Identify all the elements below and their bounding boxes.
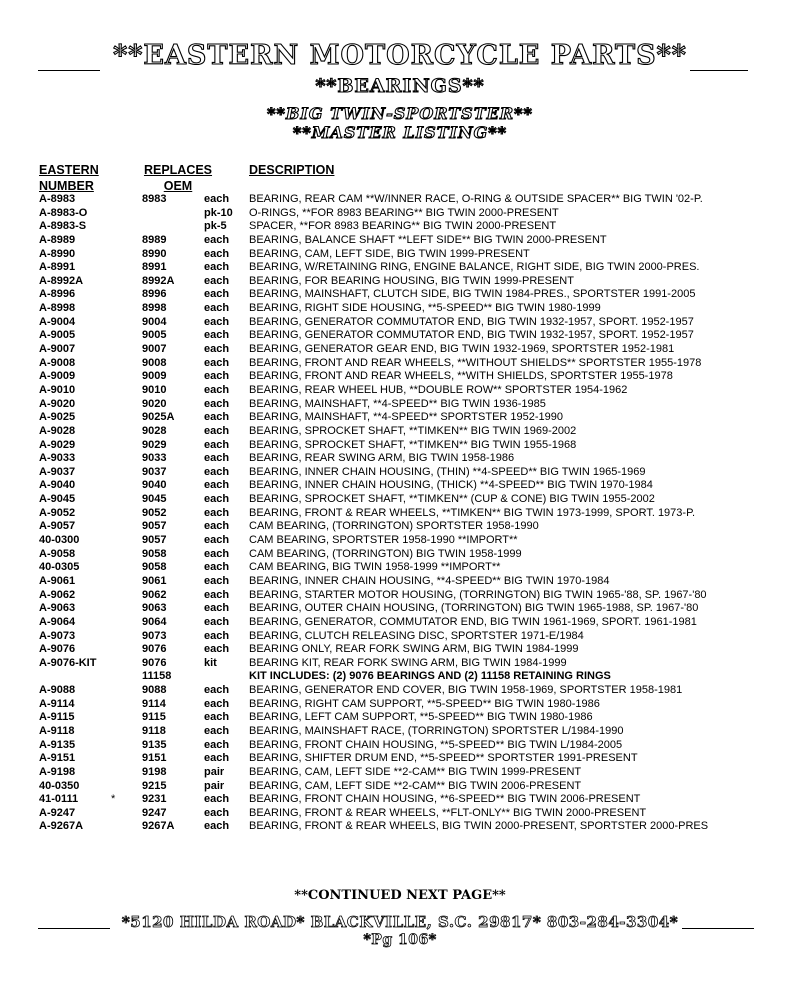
oem-number: 9004: [142, 315, 167, 328]
table-row: [0, 343, 800, 357]
table-row: [0, 602, 800, 616]
column-replaces-label: REPLACES: [143, 163, 213, 177]
unit: each: [204, 752, 230, 765]
column-description: [249, 162, 334, 178]
table-row: [0, 643, 800, 657]
oem-number: 9135: [142, 738, 167, 751]
description: BEARING, RIGHT SIDE HOUSING, **5-SPEED** BIG TWIN 1980-1999: [249, 302, 601, 315]
unit: each: [204, 574, 230, 587]
table-row: [0, 520, 800, 534]
part-number: 40-0305: [39, 561, 80, 574]
oem-number: 9247: [142, 806, 167, 819]
description: BEARING, BALANCE SHAFT **LEFT SIDE** BIG TWIN 2000-PRESENT: [249, 233, 607, 246]
oem-number: 9040: [142, 479, 167, 492]
unit: each: [204, 711, 230, 724]
unit: each: [204, 233, 230, 246]
description: BEARING, CLUTCH RELEASING DISC, SPORTSTER 1971-E/1984: [249, 629, 584, 642]
catalog-line-big-twin: **BIG TWIN-SPORTSTER**: [267, 104, 533, 123]
column-eastern-number: [39, 162, 99, 194]
description: BEARING, CAM, LEFT SIDE **2-CAM** BIG TWIN 1999-PRESENT: [249, 765, 582, 778]
table-row: [0, 507, 800, 521]
unit: each: [204, 193, 230, 205]
description: BEARING, STARTER MOTOR HOUSING, (TORRINGTON) BIG TWIN 1965-'88, SP. 1967-'80: [249, 588, 707, 601]
oem-number: 8996: [142, 288, 167, 301]
table-row: [0, 466, 800, 480]
unit: each: [204, 697, 230, 710]
oem-number: 9029: [142, 438, 167, 451]
table-row: [0, 479, 800, 493]
unit: each: [204, 465, 230, 478]
table-row: [0, 752, 800, 766]
table-row: [0, 439, 800, 453]
table-row: [0, 670, 800, 684]
oem-number: 9020: [142, 397, 167, 410]
table-row: [0, 384, 800, 398]
part-number: A-9076-KIT: [39, 656, 97, 669]
oem-number: 9215: [142, 779, 167, 792]
unit: each: [204, 383, 230, 396]
part-number: A-9115: [39, 711, 75, 724]
table-row: [0, 698, 800, 712]
part-number: A-8992A: [39, 274, 84, 287]
oem-number: 8998: [142, 302, 167, 315]
table-row: [0, 493, 800, 507]
unit: each: [204, 643, 230, 656]
oem-number: 9114: [142, 697, 166, 710]
oem-number: 9076: [142, 656, 167, 669]
description: BEARING, CAM, LEFT SIDE **2-CAM** BIG TWIN 2006-PRESENT: [249, 779, 582, 792]
unit: each: [204, 261, 230, 274]
oem-number: 9058: [142, 547, 167, 560]
oem-number: 9057: [142, 520, 167, 533]
oem-number: 9064: [142, 615, 167, 628]
description: BEARING, FRONT & REAR WHEELS, BIG TWIN 2000-PRESENT, SPORTSTER 2000-PRES: [249, 820, 709, 833]
oem-number: 8990: [142, 247, 167, 260]
description: BEARING ONLY, REAR FORK SWING ARM, BIG TWIN 1984-1999: [249, 643, 579, 656]
table-row: [0, 739, 800, 753]
oem-number: 9151: [142, 752, 167, 765]
column-replaces-oem: [142, 162, 214, 194]
unit: each: [204, 561, 230, 574]
part-number: A-9009: [39, 370, 76, 383]
part-number: A-8991: [39, 261, 76, 274]
unit: each: [204, 438, 230, 451]
description: BEARING, INNER CHAIN HOUSING, (THICK) **4-SPEED** BIG TWIN 1970-1984: [249, 479, 653, 492]
description: BEARING, GENERATOR, COMMUTATOR END, BIG TWIN 1961-1969, SPORT. 1961-1981: [249, 615, 697, 628]
description: BEARING, FRONT & REAR WHEELS, **FLT-ONLY** BIG TWIN 2000-PRESENT: [249, 806, 647, 819]
unit: each: [204, 411, 230, 424]
oem-number: 9009: [142, 370, 167, 383]
table-row: [0, 711, 800, 725]
table-row: [0, 357, 800, 371]
unit: each: [204, 629, 230, 642]
part-number: A-9005: [39, 329, 76, 342]
part-number: A-9025: [39, 411, 76, 424]
unit: each: [204, 424, 230, 437]
description: BEARING, FRONT CHAIN HOUSING, **6-SPEED** BIG TWIN 2006-PRESENT: [249, 793, 641, 806]
table-row: [0, 561, 800, 575]
part-number: A-9118: [39, 724, 75, 737]
description: BEARING, SPROCKET SHAFT, **TIMKEN** (CUP & CONE) BIG TWIN 1955-2002: [249, 493, 655, 506]
oem-number: 9008: [142, 356, 167, 369]
part-number: A-9052: [39, 506, 76, 519]
part-number: A-9010: [39, 383, 76, 396]
oem-number: 9010: [142, 383, 167, 396]
description: CAM BEARING, (TORRINGTON) BIG TWIN 1958-1999: [249, 547, 522, 560]
description: BEARING, REAR WHEEL HUB, **DOUBLE ROW** SPORTSTER 1954-1962: [249, 383, 628, 396]
oem-number: 9028: [142, 424, 167, 437]
unit: each: [204, 588, 230, 601]
part-number: A-9020: [39, 397, 76, 410]
unit: pk-5: [204, 220, 227, 233]
unit: each: [204, 343, 230, 356]
part-number: A-8983: [39, 193, 76, 205]
description: BEARING, RIGHT CAM SUPPORT, **5-SPEED** BIG TWIN 1980-1986: [249, 697, 600, 710]
unit: each: [204, 479, 230, 492]
unit: each: [204, 302, 230, 315]
table-row: [0, 398, 800, 412]
oem-number: 9057: [142, 534, 167, 547]
part-number: A-9073: [39, 629, 76, 642]
description: BEARING, MAINSHAFT, CLUTCH SIDE, BIG TWIN 1984-PRES., SPORTSTER 1991-2005: [249, 288, 696, 301]
table-row: [0, 288, 800, 302]
oem-number: 9007: [142, 343, 167, 356]
parts-table: [0, 193, 800, 834]
table-row: [0, 234, 800, 248]
part-number: A-8998: [39, 302, 76, 315]
part-number: A-9057: [39, 520, 76, 533]
unit: each: [204, 274, 230, 287]
description: BEARING, SPROCKET SHAFT, **TIMKEN** BIG TWIN 1969-2002: [249, 424, 577, 437]
description: BEARING, GENERATOR COMMUTATOR END, BIG TWIN 1932-1957, SPORT. 1952-1957: [249, 329, 694, 342]
column-description-label: DESCRIPTION: [249, 163, 335, 177]
description: BEARING, INNER CHAIN HOUSING, (THIN) **4-SPEED** BIG TWIN 1965-1969: [249, 465, 646, 478]
table-row: [0, 316, 800, 330]
table-row: [0, 534, 800, 548]
unit: each: [204, 247, 230, 260]
part-number: A-9037: [39, 465, 76, 478]
part-number: A-9008: [39, 356, 76, 369]
unit: pk-10: [204, 206, 233, 219]
continued-notice: **CONTINUED NEXT PAGE**: [294, 888, 506, 903]
oem-number: 9118: [142, 724, 166, 737]
table-row: [0, 780, 800, 794]
title-rule-right: [690, 70, 748, 71]
unit: each: [204, 534, 230, 547]
part-number: A-9028: [39, 424, 76, 437]
unit: each: [204, 793, 230, 806]
oem-number: 9088: [142, 684, 167, 697]
table-row: [0, 725, 800, 739]
part-number: A-9151: [39, 752, 76, 765]
description: O-RINGS, **FOR 8983 BEARING** BIG TWIN 2000-PRESENT: [249, 206, 559, 219]
oem-number: 9052: [142, 506, 167, 519]
table-row: [0, 329, 800, 343]
part-number: A-8983-S: [39, 220, 87, 233]
oem-number: 9062: [142, 588, 167, 601]
unit: each: [204, 329, 230, 342]
unit: each: [204, 315, 230, 328]
description: CAM BEARING, (TORRINGTON) SPORTSTER 1958-1990: [249, 520, 539, 533]
part-number: A-9076: [39, 643, 76, 656]
oem-number: 9005: [142, 329, 167, 342]
description: BEARING, LEFT CAM SUPPORT, **5-SPEED** BIG TWIN 1980-1986: [249, 711, 593, 724]
table-row: [0, 793, 800, 807]
oem-number: 8992A: [142, 274, 175, 287]
description: BEARING, MAINSHAFT RACE, (TORRINGTON) SPORTSTER L/1984-1990: [249, 724, 624, 737]
oem-number: 9267A: [142, 820, 175, 833]
part-number: A-9247: [39, 806, 76, 819]
part-number: A-9033: [39, 452, 76, 465]
part-number: A-9058: [39, 547, 76, 560]
description: BEARING, FOR BEARING HOUSING, BIG TWIN 1999-PRESENT: [249, 274, 574, 287]
page-number: *Pg 106*: [363, 932, 437, 948]
table-row: [0, 616, 800, 630]
description: KIT INCLUDES: (2) 9076 BEARINGS AND (2) 11158 RETAINING RINGS: [249, 670, 611, 683]
table-row: [0, 452, 800, 466]
part-number: A-9135: [39, 738, 76, 751]
unit: each: [204, 724, 230, 737]
part-number: A-9088: [39, 684, 76, 697]
description: BEARING, FRONT AND REAR WHEELS, **WITH SHIELDS, SPORTSTER 1955-1978: [249, 370, 673, 383]
part-number: A-9004: [39, 315, 76, 328]
table-row: [0, 684, 800, 698]
table-row: [0, 370, 800, 384]
unit: each: [204, 356, 230, 369]
part-number: A-8989: [39, 233, 76, 246]
table-row: [0, 575, 800, 589]
description: CAM BEARING, BIG TWIN 1958-1999 **IMPORT**: [249, 561, 501, 574]
oem-number: 9198: [142, 765, 167, 778]
unit: each: [204, 288, 230, 301]
unit: each: [204, 520, 230, 533]
oem-number: 9076: [142, 643, 167, 656]
description: BEARING, MAINSHAFT, **4-SPEED** SPORTSTER 1952-1990: [249, 411, 564, 424]
oem-number: 9073: [142, 629, 167, 642]
column-oem-label: OEM: [163, 179, 193, 193]
description: BEARING, GENERATOR COMMUTATOR END, BIG TWIN 1932-1957, SPORT. 1952-1957: [249, 315, 694, 328]
unit: each: [204, 493, 230, 506]
catalog-line-master: **MASTER LISTING**: [292, 123, 508, 142]
table-row: [0, 275, 800, 289]
unit: each: [204, 370, 230, 383]
description: BEARING, OUTER CHAIN HOUSING, (TORRINGTON) BIG TWIN 1965-1988, SP. 1967-'80: [249, 602, 699, 615]
description: BEARING, GENERATOR GEAR END, BIG TWIN 1932-1969, SPORTSTER 1952-1981: [249, 343, 675, 356]
unit: each: [204, 684, 230, 697]
table-row: [0, 766, 800, 780]
table-row: [0, 820, 800, 834]
oem-number: 9033: [142, 452, 167, 465]
catalog-subtitle: **BEARINGS**: [315, 75, 485, 97]
oem-number: 9061: [142, 574, 167, 587]
part-number: A-9063: [39, 602, 76, 615]
description: BEARING, FRONT AND REAR WHEELS, **WITHOUT SHIELDS** SPORTSTER 1955-1978: [249, 356, 702, 369]
part-number: A-9040: [39, 479, 76, 492]
part-number: 40-0350: [39, 779, 80, 792]
column-number-label: NUMBER: [39, 179, 94, 193]
oem-number: 9063: [142, 602, 167, 615]
part-number: A-9267A: [39, 820, 84, 833]
table-row: [0, 302, 800, 316]
oem-number: 9037: [142, 465, 167, 478]
description: BEARING KIT, REAR FORK SWING ARM, BIG TWIN 1984-1999: [249, 656, 567, 669]
part-number: A-9064: [39, 615, 76, 628]
footer-address: *5120 HILDA ROAD* BLACKVILLE, S.C. 29817* 803-284-3304*: [121, 913, 679, 931]
part-number: A-9062: [39, 588, 76, 601]
unit: each: [204, 738, 230, 751]
part-number: A-8983-O: [39, 206, 88, 219]
unit: each: [204, 452, 230, 465]
description: BEARING, FRONT CHAIN HOUSING, **5-SPEED** BIG TWIN L/1984-2005: [249, 738, 623, 751]
column-eastern-label: EASTERN: [39, 163, 99, 177]
unit: each: [204, 397, 230, 410]
oem-number: 9025A: [142, 411, 175, 424]
part-number: 41-0111: [39, 793, 79, 806]
unit: each: [204, 615, 230, 628]
table-row: [0, 807, 800, 821]
description: BEARING, SHIFTER DRUM END, **5-SPEED** SPORTSTER 1991-PRESENT: [249, 752, 638, 765]
description: BEARING, W/RETAINING RING, ENGINE BALANCE, RIGHT SIDE, BIG TWIN 2000-PRES.: [249, 261, 700, 274]
description: BEARING, REAR CAM **W/INNER RACE, O-RING & OUTSIDE SPACER** BIG TWIN '02-P.: [249, 193, 703, 205]
unit: kit: [204, 656, 217, 669]
part-number: A-9198: [39, 765, 76, 778]
oem-number: 8983: [142, 193, 167, 205]
part-number: A-9045: [39, 493, 76, 506]
unit: pair: [204, 779, 225, 792]
oem-number: 9058: [142, 561, 167, 574]
table-row: [0, 548, 800, 562]
part-number: 40-0300: [39, 534, 80, 547]
unit: each: [204, 506, 230, 519]
oem-number: 9045: [142, 493, 167, 506]
table-row: [0, 207, 800, 221]
unit: each: [204, 806, 230, 819]
table-row: [0, 411, 800, 425]
table-row: [0, 630, 800, 644]
oem-number: 9115: [142, 711, 166, 724]
unit: each: [204, 602, 230, 615]
oem-number: 8989: [142, 233, 167, 246]
description: BEARING, MAINSHAFT, **4-SPEED** BIG TWIN 1936-1985: [249, 397, 546, 410]
unit: pair: [204, 765, 225, 778]
oem-number: 11158: [142, 670, 172, 683]
unit: each: [204, 820, 230, 833]
oem-number: 8991: [142, 261, 167, 274]
description: BEARING, SPROCKET SHAFT, **TIMKEN** BIG TWIN 1955-1968: [249, 438, 577, 451]
table-row: [0, 657, 800, 671]
unit: each: [204, 547, 230, 560]
title-rule-left: [38, 70, 100, 71]
oem-number: 9231: [142, 793, 167, 806]
description: BEARING, GENERATOR END COVER, BIG TWIN 1958-1969, SPORTSTER 1958-1981: [249, 684, 683, 697]
part-number: A-8996: [39, 288, 76, 301]
part-number: A-9029: [39, 438, 76, 451]
part-number: A-8990: [39, 247, 76, 260]
description: BEARING, CAM, LEFT SIDE, BIG TWIN 1999-PRESENT: [249, 247, 530, 260]
table-row: [0, 589, 800, 603]
table-row: [0, 220, 800, 234]
table-row: [0, 261, 800, 275]
part-number: A-9061: [39, 574, 76, 587]
row-marker: *: [111, 793, 116, 806]
description: BEARING, INNER CHAIN HOUSING, **4-SPEED** BIG TWIN 1970-1984: [249, 574, 610, 587]
table-row: [0, 425, 800, 439]
table-row: [0, 193, 800, 207]
description: BEARING, FRONT & REAR WHEELS, **TIMKEN** BIG TWIN 1973-1999, SPORT. 1973-P.: [249, 506, 696, 519]
description: BEARING, REAR SWING ARM, BIG TWIN 1958-1986: [249, 452, 515, 465]
part-number: A-9007: [39, 343, 76, 356]
catalog-title: **EASTERN MOTORCYCLE PARTS**: [113, 40, 687, 71]
description: CAM BEARING, SPORTSTER 1958-1990 **IMPORT**: [249, 534, 518, 547]
part-number: A-9114: [39, 697, 75, 710]
table-row: [0, 248, 800, 262]
description: SPACER, **FOR 8983 BEARING** BIG TWIN 2000-PRESENT: [249, 220, 557, 233]
